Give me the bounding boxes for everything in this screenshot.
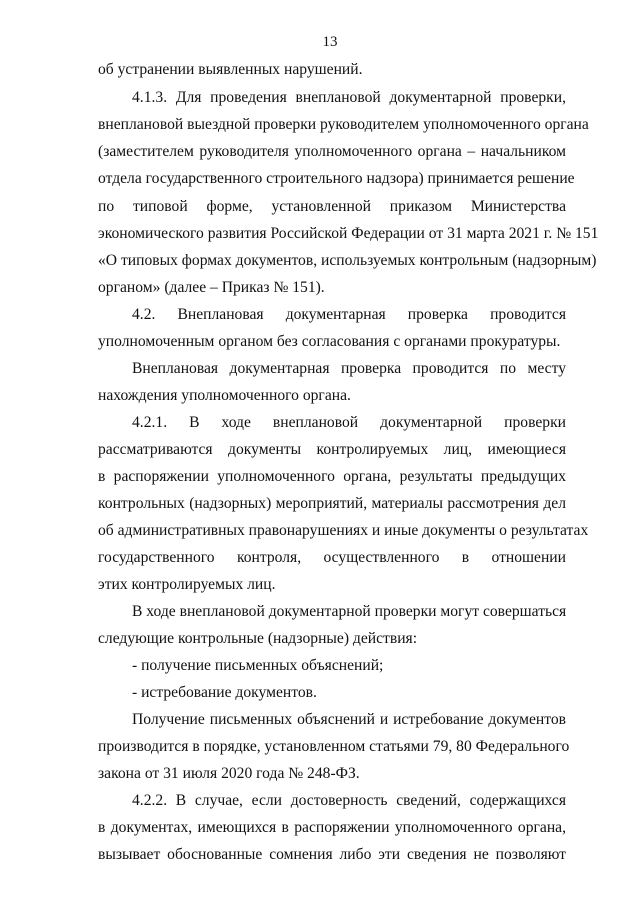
text-line: уполномоченным органом без согласования с органами прокуратуры. [98, 333, 561, 350]
text-line: 4.2.1. В ходе внеплановой документарной проверки [132, 414, 566, 431]
text-line: 4.1.3. Для проведения внеплановой документарной проверки, [132, 89, 566, 106]
text-line: следующие контрольные (надзорные) действия: [98, 630, 418, 647]
text-line: об административных правонарушениях и иные документы о результатах [98, 522, 589, 539]
page-number: 13 [322, 34, 338, 50]
text-line: отдела государственного строительного надзора) принимается решение [98, 170, 575, 187]
text-line: (заместителем руководителя уполномоченного органа – начальником [98, 143, 566, 160]
text-line: об устранении выявленных нарушений. [98, 61, 363, 78]
text-line: этих контролируемых лиц. [98, 576, 276, 593]
list-item: - истребование документов. [132, 684, 317, 701]
text-line: нахождения уполномоченного органа. [98, 387, 351, 404]
text-line: органом» (далее – Приказ № 151). [98, 279, 325, 296]
text-line: экономического развития Российской Федерации от 31 марта 2021 г. № 151 [98, 225, 599, 242]
text-line: 4.2.2. В случае, если достоверность сведений, содержащихся [132, 792, 566, 809]
list-item: - получение письменных объяснений; [132, 657, 384, 674]
text-line: рассматриваются документы контролируемых лиц, имеющиеся [98, 441, 566, 458]
text-line: вызывает обоснованные сомнения либо эти сведения не позволяют [98, 846, 566, 863]
text-line: 4.2. Внеплановая документарная проверка проводится [132, 306, 566, 323]
text-line: Внеплановая документарная проверка проводится по месту [132, 360, 566, 377]
text-line: производится в порядке, установленном статьями 79, 80 Федерального [98, 738, 570, 755]
text-line: Получение письменных объяснений и истребование документов [132, 711, 566, 728]
text-line: В ходе внеплановой документарной проверки могут совершаться [132, 603, 567, 620]
text-line: «О типовых формах документов, используемых контрольным (надзорным) [98, 252, 597, 269]
text-line: закона от 31 июля 2020 года № 248-ФЗ. [98, 765, 360, 782]
text-line: в документах, имеющихся в распоряжении уполномоченного органа, [98, 819, 566, 836]
text-line: государственного контроля, осуществленного в отношении [98, 549, 566, 566]
text-line: внеплановой выездной проверки руководителем уполномоченного органа [98, 116, 589, 133]
text-line: в распоряжении уполномоченного органа, результаты предыдущих [98, 468, 566, 485]
text-line: контрольных (надзорных) мероприятий, материалы рассмотрения дел [98, 495, 566, 512]
text-line: по типовой форме, установленной приказом Министерства [98, 198, 566, 215]
